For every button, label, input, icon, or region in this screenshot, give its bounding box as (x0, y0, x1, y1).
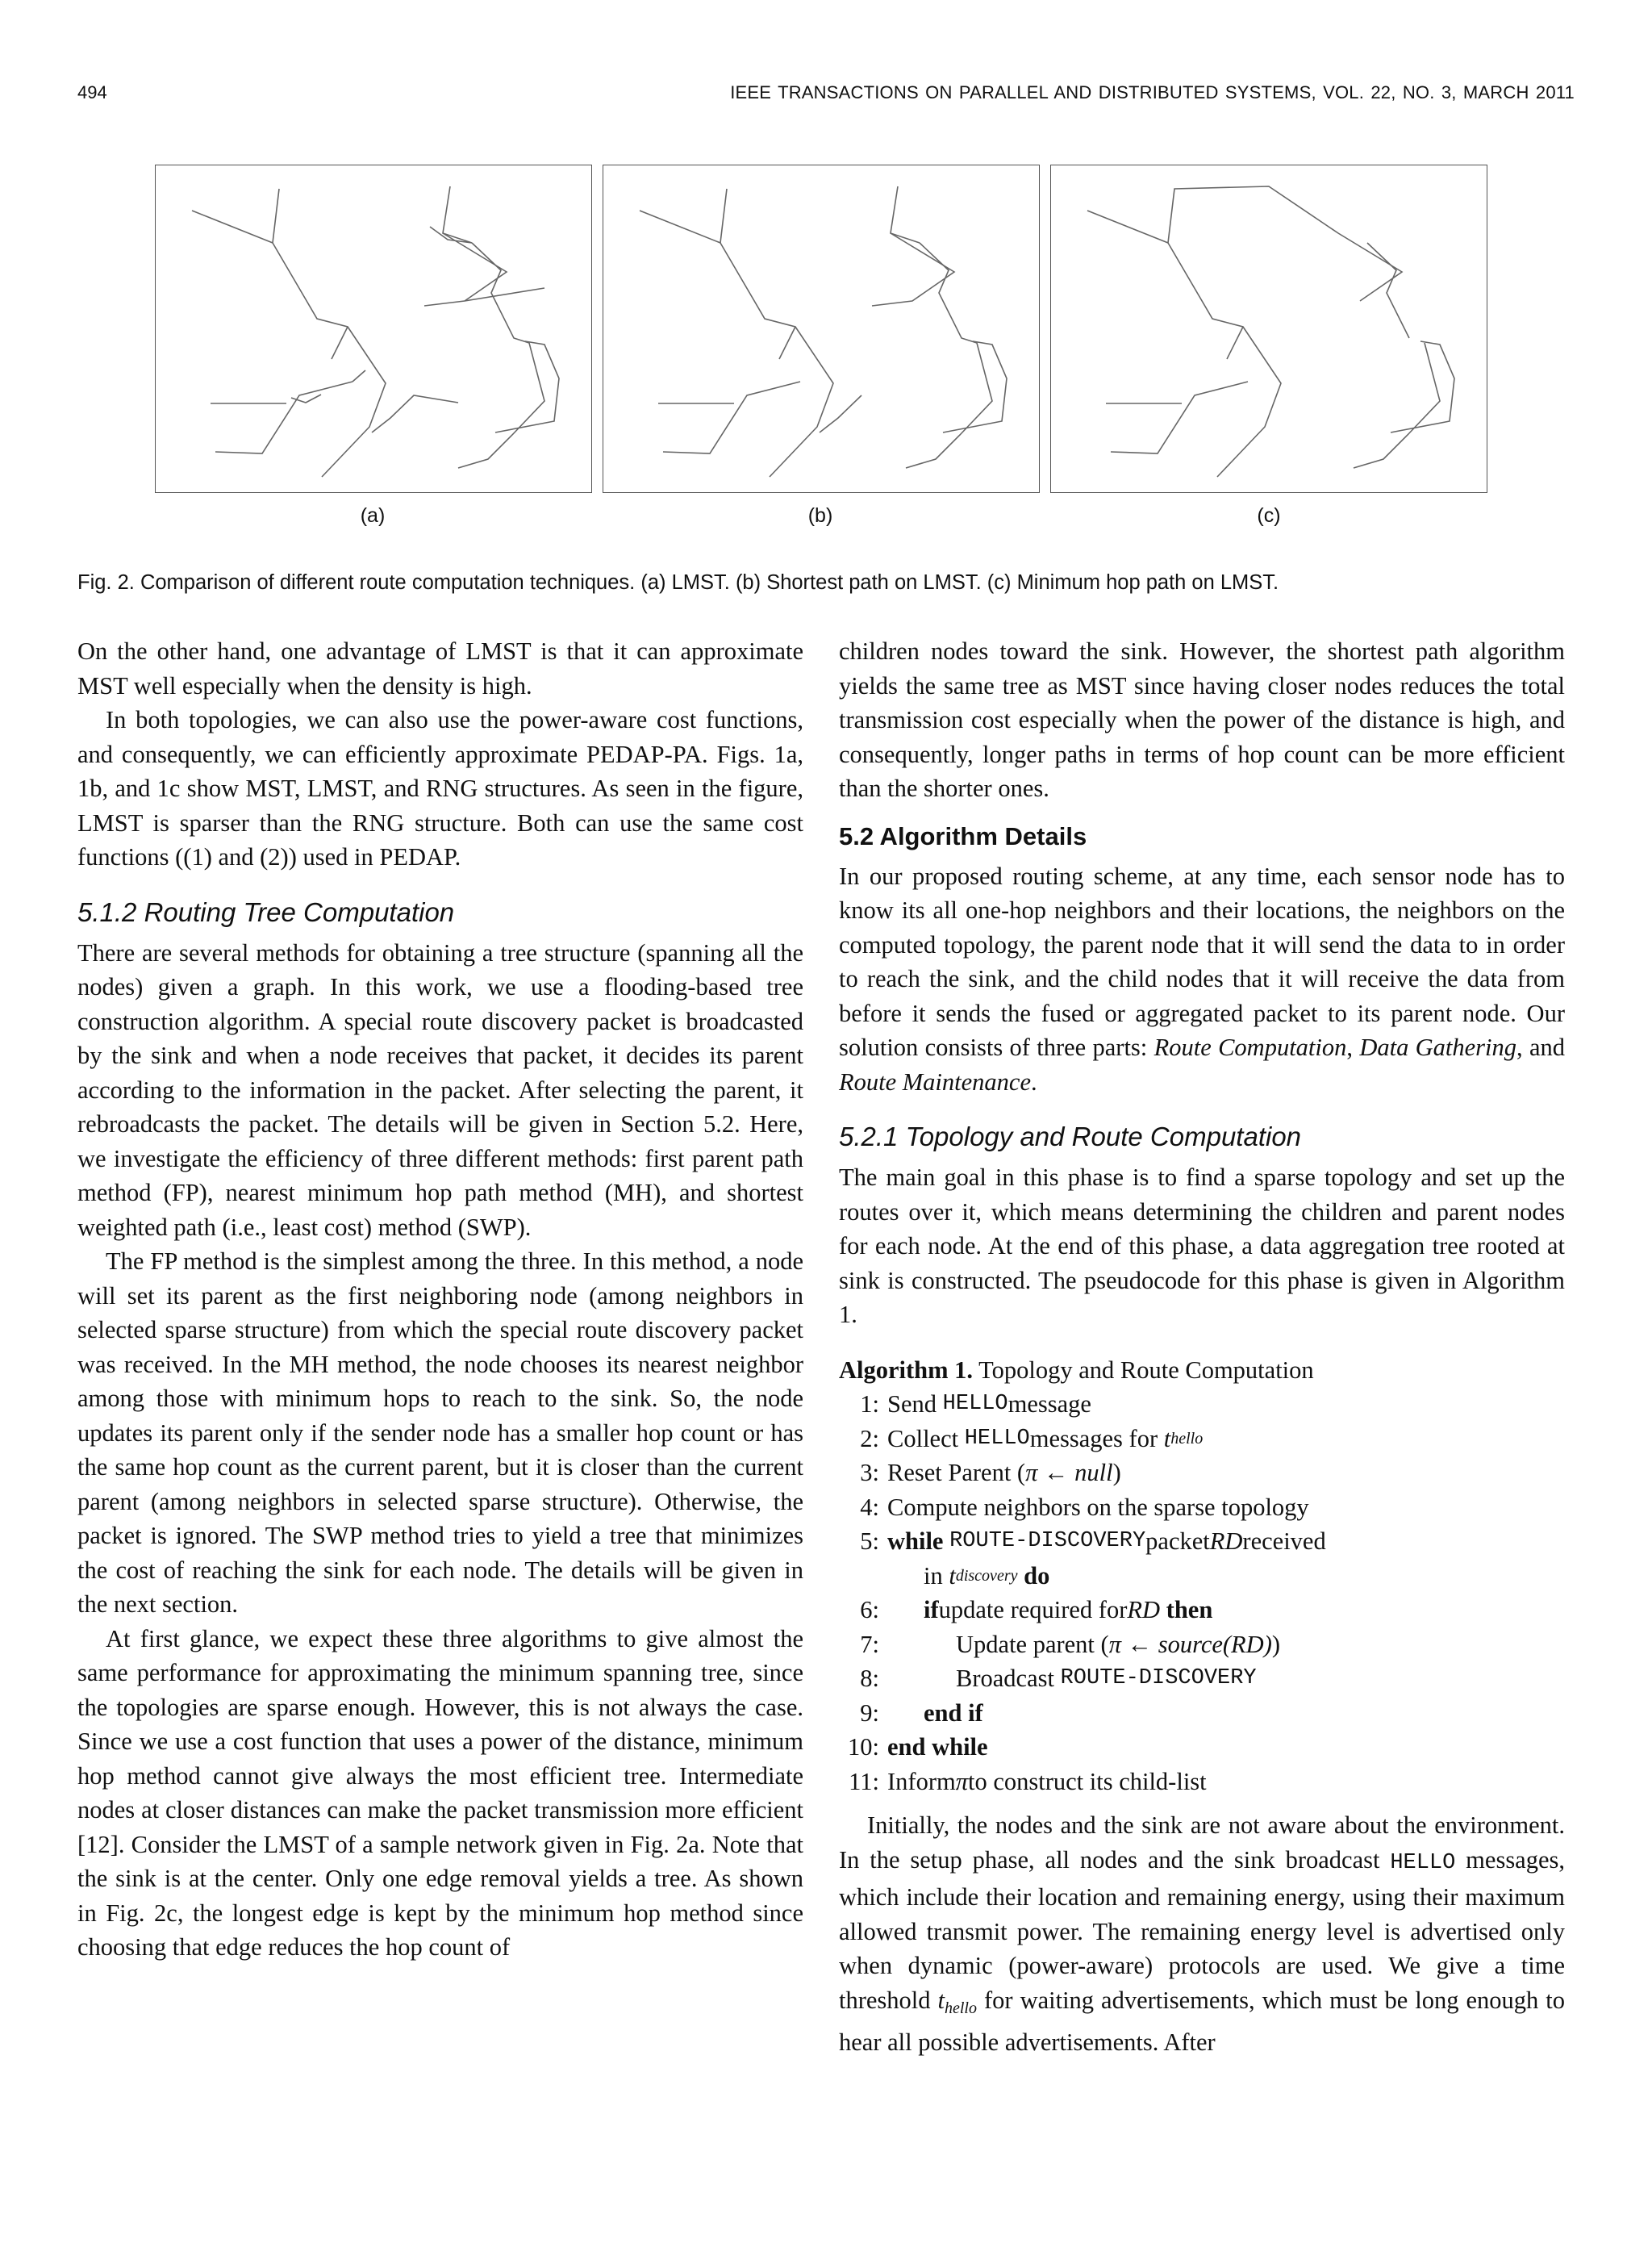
text-run: ) (1271, 1630, 1281, 1658)
algorithm-line (839, 1524, 1565, 1559)
algorithm-label: Algorithm 1. (839, 1356, 974, 1384)
line-number: 5: (860, 1527, 879, 1555)
algorithm-line (839, 1627, 1565, 1662)
math-var: RD (1209, 1527, 1243, 1555)
math-var: RD (1127, 1596, 1161, 1623)
text-run: in (924, 1561, 943, 1590)
algorithm-line (839, 1696, 1565, 1731)
text-run: messages for (1029, 1424, 1158, 1452)
math-var: t (1163, 1424, 1171, 1452)
text-run: In our proposed routing scheme, at any time, each sensor node has to know its all one-hop neighbors and their locations, the neighbors on the computed topology, the parent node that it will send the data to in order to reach the sink, and the child nodes that it will receive the data from before it sends the fused or aggregated packet to its parent node. Our solution consists of three parts: (839, 862, 1565, 1061)
math-var: t (937, 1986, 945, 2014)
algorithm-line (839, 1422, 1565, 1456)
indent (887, 1696, 924, 1731)
paragraph (839, 1808, 1565, 2060)
text-run: to construct its child-list (967, 1767, 1207, 1795)
keyword: then (1166, 1596, 1213, 1623)
indent (887, 1627, 956, 1662)
text-run: Send (887, 1390, 937, 1418)
indent (887, 1559, 924, 1594)
math-subscript: hello (1170, 1429, 1204, 1448)
term-data-gathering: Data Gathering (1359, 1034, 1517, 1061)
text-run: ) (1112, 1459, 1121, 1486)
page-number: 494 (77, 82, 107, 102)
line-number: 11: (849, 1767, 879, 1795)
code-token: HELLO (942, 1392, 1008, 1416)
paragraph: There are several methods for obtaining a tree structure (spanning all the nodes) given a graph. In this work, we use a flooding-based tree construction algorithm. A special route discovery packet is broadcasted by the sink and when a node receives that packet, it decides its parent according to the information in the packet. After selecting the parent, it rebroadcasts the packet. The details will be given in Section 5.2. Here, we investigate the efficiency of three different methods: first parent path method (FP), nearest minimum hop path method (MH), and shortest weighted path (i.e., least cost) method (SWP). (77, 938, 803, 1241)
text-run: , (1346, 1034, 1360, 1061)
line-number: 6: (860, 1596, 879, 1623)
math-subscript: discovery (955, 1566, 1018, 1585)
algorithm-line (839, 1387, 1565, 1422)
algorithm-name: Topology and Route Computation (973, 1356, 1314, 1384)
text-run: Update parent ( (956, 1630, 1109, 1658)
math-expr: π ← null (1025, 1459, 1113, 1486)
paragraph: The FP method is the simplest among the three. In this method, a node will set its parent as the first neighboring node (among neighbors in selected sparse structure) from which the special route discovery packet was received. In the MH method, the node chooses its nearest neighbor among those with minimum hops to reach to the sink. So, the node updates its parent only if the sender node has a smaller hop count or has the same hop count as the current parent, but it is closer than the current parent (among neighbors in selected sparse structure). Otherwise, the packet is ignored. The SWP method tries to yield a tree that minimizes the cost of reaching the sink for each node. The details will be given in the next section. (77, 1247, 803, 1618)
text-run: Collect (887, 1424, 959, 1452)
line-number: 8: (860, 1665, 879, 1692)
left-column (77, 634, 803, 1965)
code-token: HELLO (1390, 1850, 1456, 1875)
line-number-blank (839, 1559, 879, 1594)
algorithm-line (839, 1456, 1565, 1490)
algorithm-line (839, 1490, 1565, 1525)
math-var: π (955, 1767, 968, 1795)
indent (887, 1593, 924, 1627)
text-run: Initially, the nodes and the sink are not aware about the environment. In the setup phase, all nodes and the sink broadcast (839, 1811, 1565, 1874)
line-number: 1: (860, 1390, 879, 1418)
code-token: ROUTE-DISCOVERY (1060, 1666, 1257, 1690)
lmst-graph-a (156, 165, 591, 492)
text-run: Broadcast (956, 1665, 1054, 1692)
term-route-maintenance: Route Maintenance (839, 1067, 1031, 1096)
keyword: end if (924, 1698, 983, 1727)
algorithm-block (839, 1353, 1565, 1799)
paragraph: At first glance, we expect these three algorithms to give almost the same performance for approximating the minimum spanning tree, since the topologies are sparse enough. However, this is not always the case. Since we use a cost function that uses a power of the distance, minimum hop method cannot give always the most efficient tree. Intermediate nodes at closer distances can make the packet transmission more efficient [12]. Consider the LMST of a sample network given in Fig. 2a. Note that the sink is at the center. Only one edge removal yields a tree. As shown in Fig. 2c, the longest edge is kept by the minimum hop method since choosing that edge reduces the hop count of (77, 1624, 803, 1961)
algorithm-line (839, 1661, 1565, 1696)
lmst-graph-b (603, 165, 1039, 492)
algorithm-line (839, 1765, 1565, 1799)
text-run: received (1242, 1527, 1326, 1555)
text-run: for waiting advertisements, which must be long enough to hear all possible advertisements. After (839, 1986, 1565, 2056)
journal-header: IEEE TRANSACTIONS ON PARALLEL AND DISTRIBUTED SYSTEMS, VOL. 22, NO. 3, MARCH 2011 (730, 82, 1575, 102)
algorithm-line (839, 1730, 1565, 1765)
line-number: 9: (860, 1698, 879, 1727)
term-route-computation: Route Computation (1153, 1034, 1347, 1061)
line-number: 3: (860, 1459, 879, 1486)
paragraph: On the other hand, one advantage of LMST is that it can approximate MST well especially when the density is high. (77, 637, 803, 700)
algorithm-line-continued (839, 1559, 1565, 1594)
text-run: Reset Parent ( (887, 1459, 1026, 1486)
section-heading-5-1-2: 5.1.2 Routing Tree Computation (77, 896, 455, 927)
math-var: t (949, 1561, 956, 1590)
math-subscript: hello (945, 1999, 977, 2017)
text-run: . (1030, 1067, 1037, 1096)
indent (887, 1661, 956, 1696)
line-number: 10: (848, 1733, 879, 1761)
line-number: 7: (860, 1630, 879, 1658)
figure-panel-b (603, 165, 1040, 493)
paragraph: children nodes toward the sink. However, the shortest path algorithm yields the same tree as MST since having closer nodes reduces the total transmission cost especially when the power of the distance is high, and consequently, longer paths in terms of hop count can be more efficient than the shorter ones. (839, 637, 1565, 802)
algorithm-title (839, 1353, 1565, 1388)
paragraph: In both topologies, we can also use the power-aware cost functions, and consequently, we can efficiently approximate PEDAP-PA. Figs. 1a, 1b, and 1c show MST, LMST, and RNG structures. As seen in the figure, LMST is sparser than the RNG structure. Both can use the same cost functions ((1) and (2)) used in PEDAP. (77, 706, 803, 871)
code-token: HELLO (964, 1426, 1030, 1451)
math-expr: π ← source(RD) (1108, 1630, 1272, 1658)
text-run: message (1007, 1390, 1091, 1418)
line-number: 4: (860, 1493, 879, 1521)
keyword: while (887, 1527, 944, 1555)
figure-caption: Fig. 2. Comparison of different route computation techniques. (a) LMST. (b) Shortest path on LMST. (c) Minimum hop path on LMST. (77, 571, 1279, 594)
section-heading-5-2-1: 5.2.1 Topology and Route Computation (839, 1122, 1302, 1151)
text-run: packet (1145, 1527, 1210, 1555)
keyword: if (924, 1596, 939, 1623)
line-number: 2: (860, 1424, 879, 1452)
figure-sublabel-c: (c) (1257, 504, 1281, 527)
figure-panel-a (155, 165, 592, 493)
keyword: do (1024, 1561, 1050, 1590)
text-run: Inform (887, 1767, 956, 1795)
lmst-graph-c (1051, 165, 1487, 492)
figure-panel-c (1050, 165, 1487, 493)
text-run: messages, which include their location and remaining energy, using their maximum allowed transmit power. The remaining energy level is advertised only when dynamic (power-aware) protocols are used. We give a time threshold (839, 1845, 1566, 2014)
right-column (839, 634, 1565, 2060)
keyword: end while (887, 1733, 988, 1761)
figure-sublabel-b: (b) (807, 504, 833, 527)
text-run: , and (1516, 1034, 1566, 1061)
code-token: ROUTE-DISCOVERY (949, 1529, 1146, 1553)
paragraph: The main goal in this phase is to find a sparse topology and set up the routes over it, which means determining the children and parent nodes for each node. At the end of this phase, a data aggregation tree rooted at sink is constructed. The pseudocode for this phase is given in Algorithm 1. (839, 1164, 1565, 1328)
paragraph (839, 859, 1565, 1100)
algorithm-line (839, 1593, 1565, 1627)
section-heading-5-2: 5.2 Algorithm Details (839, 821, 1087, 850)
text-run: Compute neighbors on the sparse topology (887, 1493, 1309, 1521)
text-run: update required for (938, 1596, 1128, 1623)
figure-sublabel-a: (a) (360, 504, 386, 527)
